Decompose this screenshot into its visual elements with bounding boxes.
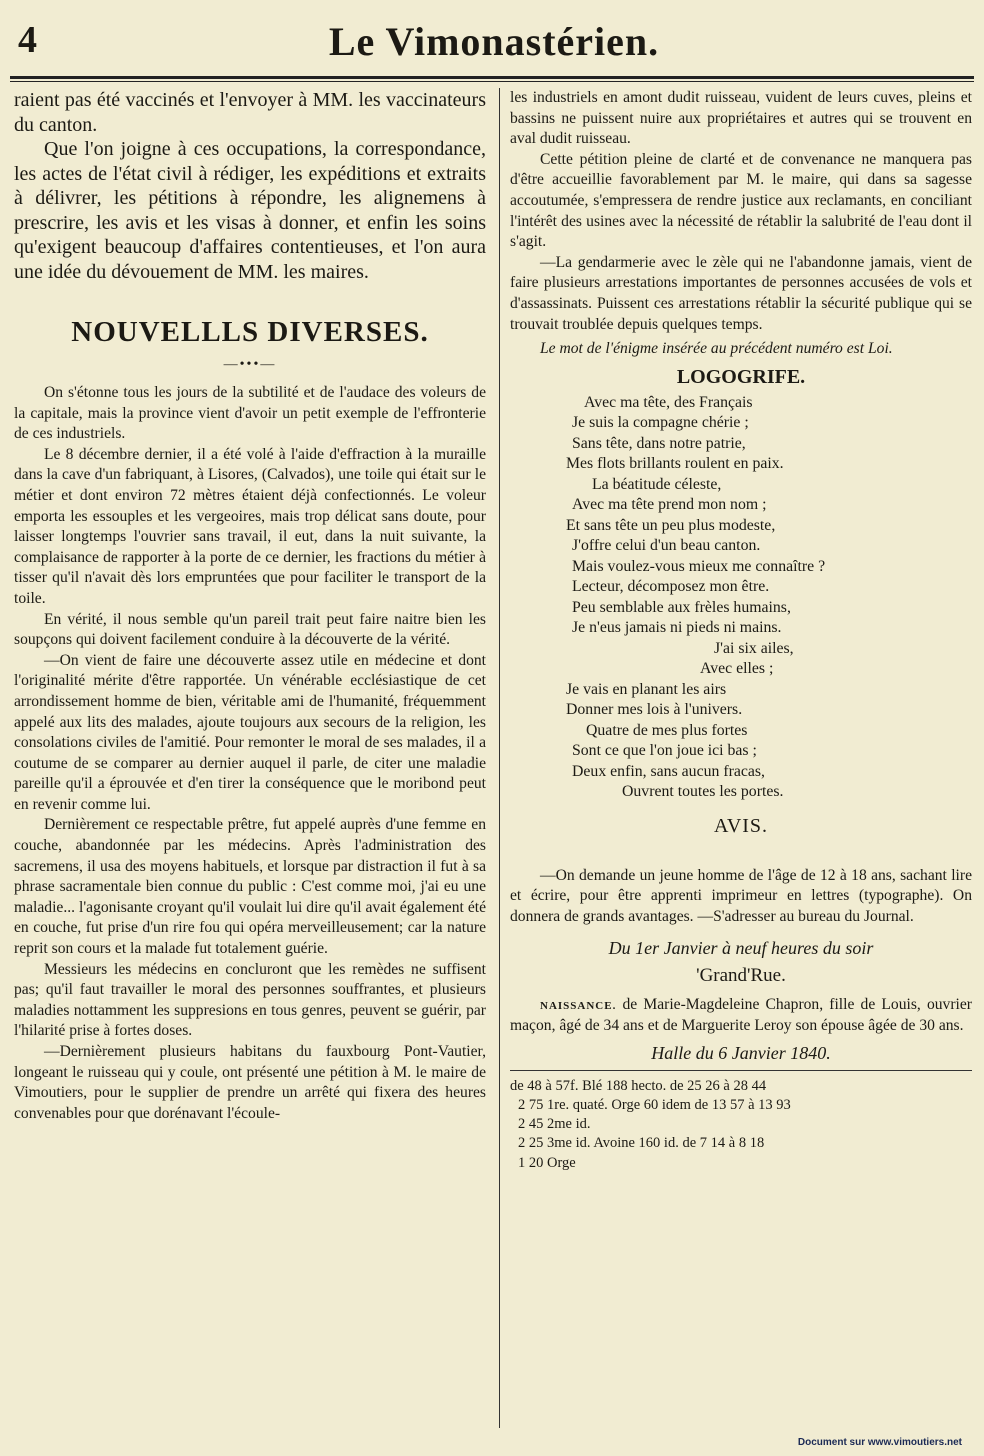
avis-text: —On demande un jeune homme de l'âge de 12 à 18 ans, sachant lire et écrire, pour être apprenti imprimeur en lettres (typographe). On donnera de grands avantages. —S'adresser au bureau du Journal. [510,866,972,925]
poem-line: Donner mes lois à l'univers. [566,701,743,719]
poem-line: Je n'eus jamais ni pieds ni mains. [572,619,782,637]
market-line: 2 45 2me id. [518,1116,591,1133]
intro-text [14,88,486,284]
poem-line: Avec ma tête prend mon nom ; [572,496,767,514]
birth-label: NAISSANCE. [540,999,617,1012]
market-heading: Halle du 6 Janvier 1840. [651,1042,831,1063]
news-paragraph: Messieurs les médecins en concluront que les remèdes ne suffisent pas; qu'il faut travailler le moral des personnes souffrantes, et plusieurs maladies nottamment les suppresions en tous genres, peuvent se guérir, par l'hilarité prise à fortes doses. [14,960,486,1040]
poem-line: Quatre de mes plus fortes [586,721,748,739]
logogrife-title: LOGOGRIFE. [676,365,806,388]
notice-street: 'Grand'Rue. [696,964,786,986]
poem-line: J'offre celui d'un beau canton. [572,537,761,555]
section-title: NOUVELLLS DIVERSES. [71,316,429,348]
poem-line: Je suis la compagne chérie ; [572,414,749,432]
poem-line: Sont ce que l'on joue ici bas ; [572,742,757,760]
news-articles [14,383,486,1124]
birth-notice [510,995,972,1037]
poem-line: Avec elles ; [700,660,774,678]
poem-line: La béatitude céleste, [592,475,722,493]
poem-line: Peu semblable aux frèles humains, [572,598,791,616]
poem-line: Mes flots brillants roulent en paix. [566,455,784,473]
logogrife-poem [566,393,972,803]
masthead [14,12,974,74]
poem-line: Mais voulez-vous mieux me connaître ? [572,557,826,575]
news-paragraph: —On vient de faire une découverte assez utile en médecine et dont l'originalité mérite d'être rapportée. Un vénérable ecclésiastique de cet arrondissement homme de bien, véritable ami de l'humanité, fréquemment appelé aux lits des malades, ajoute toujours aux secours de la religion, les consolations civiles de l'amitié. Pour remonter le moral de ses malades, il a coutume de se comparer au dernier auquel il parle, de citer une maladie pareille qu'il a éprouvée et d'en tirer la conséquence que le moribond peut en revenir comme lui. [14,651,486,813]
masthead-rule-thin [10,81,974,82]
market-line: 1 20 Orge [518,1154,576,1171]
news-paragraph: Cette pétition pleine de clarté et de convenance ne manquera pas d'être accueillie favorablement par M. le maire, qui dans sa sagesse accoutumée, s'empressera de rendre justice aux reclamants, en conciliant l'intérêt des usines avec la nécessité de rétablir la salubrité de l'eau dont il s'agit. [510,150,972,251]
poem-line: Deux enfin, sans aucun fracas, [572,762,765,780]
poem-line: Sans tête, dans notre patrie, [572,434,746,452]
news-paragraph: —La gendarmerie avec le zèle qui ne l'abandonne jamais, vient de faire plusieurs arrestations importantes de personnes accusées de vols et d'assassinats. Puissent ces arrestations rétablir la sécurité publique qui se trouvait troublée depuis quelques temps. [510,253,972,333]
right-column [510,88,972,1173]
poem-line: Ouvrent toutes les portes. [622,783,784,801]
poem-line: Avec ma tête, des Français [584,393,753,411]
page-number: 4 [18,19,37,61]
poem-line: Je vais en planant les airs [566,680,727,698]
source-credit: Document sur www.vimoutiers.net [797,1437,962,1448]
notice-heading: Du 1er Janvier à neuf heures du soir [608,937,874,958]
news-paragraph: —Dernièrement plusieurs habitans du fauxbourg Pont-Vautier, longeant le ruisseau qui y coule, ont présenté une pétition à M. le maire de Vimoutiers, pour le supplier de prendre un arrêté qui fixera des heures convenables pour que dorénavant l'écoule- [14,1043,486,1122]
poem-line: J'ai six ailes, [714,639,794,657]
poem-line: Lecteur, décomposez mon être. [572,578,770,596]
news-paragraph: En vérité, il nous semble qu'un pareil trait peut faire naitre bien les soupçons qui doivent facilement conduire à la découverte de la vérité. [14,610,486,649]
news-paragraph: On s'étonne tous les jours de la subtilité et de l'audace des voleurs de la capitale, mais la province vient d'avoir un petit exemple de l'effronterie de ces industriels. [14,384,486,443]
news-paragraph: Dernièrement ce respectable prêtre, fut appelé auprès d'une femme en couche, abandonnée par les médecins. Après l'administration des sacremens, il usa des moyens habituels, et lorsque par distraction il fut à sa phrase sacramentale bien connue du public : C'est comme moi, j'ai eu une maladie... l'agonisante croyant qu'il voulait lui dire qu'il avait également été en couche, fut prise d'un rire fou qui opéra merveilleusement; car la nature reprit son cours et la malade fut totalement guérie. [14,816,486,958]
intro-paragraph: Que l'on joigne à ces occupations, la correspondance, les actes de l'état civil à rédiger, les expéditions et extraits à délivrer, les pétitions à répondre, les alignemens à prescrire, les avis et les visas à donner, et enfin les soins qu'exigent beaucoup d'affaires contentieuses, et l'on aura une idée du dévouement de MM. les maires. [14,138,486,283]
birth-text: de Marie-Magdeleine Chapron, fille de Louis, ouvrier maçon, âgé de 34 ans et de Marguerite Leroy son épouse âgée de 30 ans. [510,995,972,1035]
avis-title: AVIS. [713,814,769,837]
market-line: 2 25 3me id. Avoine 160 id. de 7 14 à 8 18 [518,1135,765,1152]
left-column [14,88,486,1124]
market-line: 2 75 1re. quaté. Orge 60 idem de 13 57 à 13 93 [518,1096,791,1113]
column-divider [499,88,500,1428]
enigma-answer: Le mot de l'énigme insérée au précédent numéro est Loi. [540,340,893,358]
news-paragraph: Le 8 décembre dernier, il a été volé à l'aide d'effraction à la muraille dans la cave d'un fabriquant, à Lisores, (Calvados), une toile qui était sur le métier et dont environ 72 mètres étaient déjà confectionnés. Le voleur emporta les essouples et les vergeoires, mais trop délicat sans doute, pour laisser longtemps l'ouvrier sans travail, il eut, dans la nuit suivante, la complaisance de rapporter à la porte de ce dernier, les fractions du métier à tisser qu'il n'avait dès lors empruntées que pour faciliter le transport de la toile. [14,445,486,607]
ornament-divider: —•••— [223,357,277,372]
journal-title: Le Vimonastérien. [328,19,660,64]
market-prices [510,1077,972,1173]
masthead-rule [10,76,974,79]
market-line: de 48 à 57f. Blé 188 hecto. de 25 26 à 28 44 [510,1077,767,1094]
intro-paragraph: raient pas été vaccinés et l'envoyer à MM. les vaccinateurs du canton. [14,89,486,136]
poem-line: Et sans tête un peu plus modeste, [566,516,776,534]
news-paragraph: les industriels en amont dudit ruisseau, vuident de leurs cuves, pleins et bassins ne puissent nuire aux propriétaires et autres qui se trouvent en aval dudit ruisseau. [510,89,972,148]
market-rule [510,1070,972,1071]
